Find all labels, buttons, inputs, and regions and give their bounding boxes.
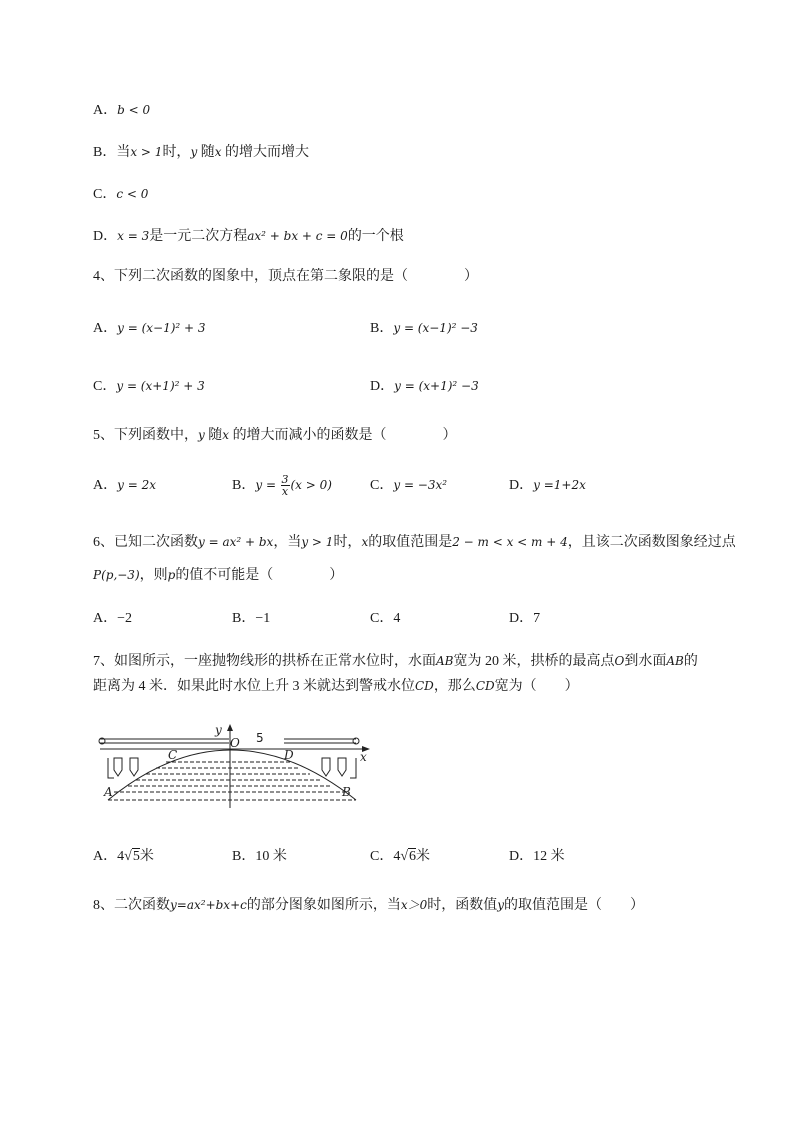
q4-option-d [370,377,479,396]
pier [114,758,122,776]
math-expression: 2 − m < x < m + 4 [452,535,568,549]
math-expression: y=ax²+bx+c [170,898,247,912]
math-expression: ax² + bx + c = 0 [247,229,348,243]
math-expression: y = −3x² [393,478,448,492]
stem-text: 8、二次函数 [93,898,170,913]
q6-option-b: B．−1 [232,611,271,626]
label-A: A [104,785,113,799]
option-label: B． [232,478,256,493]
label-D: D [284,748,294,762]
fraction-numerator: 3 [281,473,289,487]
coefficient: 4 [117,849,125,864]
math-expression: (x > 0) [290,478,332,492]
stem-text: 距离为 4 米．如果此时水位上升 3 米就达到警戒水位 [93,679,415,694]
stem-text: 6、已知二次函数 [93,535,198,550]
pier [338,758,346,776]
math-expression: c < 0 [116,187,149,201]
bridge-deck [99,738,359,744]
q6-stem-line1 [93,533,736,552]
q7-option-a [93,848,154,866]
math-expression: y > 1 [301,535,334,549]
option-label: B． [232,849,256,864]
option-text: 是一元二次方程 [149,229,248,244]
sqrt-sign: √ [124,849,132,864]
label-y: y [215,723,222,737]
math-expression: b < 0 [117,103,151,117]
q4-option-c [93,377,205,396]
option-label: A． [93,849,118,864]
math-var: CD [415,679,434,693]
fraction-denominator: x [281,485,289,499]
math-expression: y = [255,478,276,492]
option-label: A． [93,478,118,493]
bridge-figure [94,720,379,812]
unit: 米 [416,849,431,864]
option-label: C． [93,379,117,394]
math-expression: y = (x+1)² −3 [394,379,479,393]
stem-text: 到水面 [624,654,667,669]
pier [108,758,114,778]
math-var: O [614,654,625,668]
label-B: B [342,785,351,799]
q7-stem-line2 [93,677,579,696]
radicand: 5 [132,849,140,864]
pier [322,758,330,776]
math-var: CD [475,679,495,693]
q5-option-d [509,476,586,495]
stem-text: 的增大而减小的函数是（ ） [229,428,457,443]
q3-option-b [93,143,309,162]
stem-text: 7、如图所示，一座抛物线形的拱桥在正常水位时，水面 [93,654,436,669]
stem-text: 时， [333,535,362,550]
option-label: C． [370,849,394,864]
option-text: 10 米 [255,849,287,864]
option-label: D． [370,379,395,394]
option-label: D． [93,229,118,244]
stem-text: 的取值范围是 [368,535,453,550]
q3-option-a [93,101,150,120]
option-text: 的一个根 [347,229,404,244]
option-text: 12 米 [533,849,565,864]
math-var: y [497,898,505,912]
math-var: x [214,145,222,159]
option-text: 随 [197,145,215,160]
math-var: AB [436,654,454,668]
q7-option-d [509,848,565,866]
option-label: A． [93,321,118,336]
q4-stem: 4、下列二次函数的图象中，顶点在第二象限的是（ ） [93,269,478,284]
math-expression: x > 1 [130,145,163,159]
math-var: y [198,428,205,442]
coefficient: 4 [393,849,401,864]
stem-text: 5、下列函数中， [93,428,198,443]
option-label: C． [93,187,117,202]
q6-stem-line2 [93,566,343,585]
label-x: x [360,750,367,764]
math-expression: x＞0 [400,898,428,912]
label-O: O [230,736,240,750]
option-label: A． [93,103,118,118]
q7-option-b [232,848,287,866]
radicand: 6 [409,849,417,864]
stem-text: 宽为 20 米，拱桥的最高点 [453,654,615,669]
option-text: 时， [162,145,191,160]
math-expression: x = 3 [117,229,150,243]
math-expression: y = (x+1)² + 3 [116,379,205,393]
q3-option-d [93,227,404,246]
stem-text: ，当 [273,535,302,550]
q8-stem [93,896,644,915]
q6-option-a: A．−2 [93,611,133,626]
sqrt-sign: √ [400,849,409,864]
math-var: y [190,145,198,159]
q4-option-a [93,319,206,338]
q5-option-a [93,476,156,495]
math-expression: y = (x−1)² + 3 [117,321,206,335]
math-expression: y = ax² + bx [198,535,274,549]
fraction [281,474,290,497]
stem-text: 时，函数值 [427,898,498,913]
option-text: 当 [116,145,131,160]
stem-text: 的 [683,654,698,669]
label-C: C [168,748,178,762]
q5-option-b [232,470,332,501]
stem-text: 的部分图象如图所示，当 [246,898,401,913]
y-axis-arrow [227,724,233,731]
stem-text: 宽为（ ） [494,679,579,694]
stem-text: ，那么 [433,679,476,694]
option-label: C． [370,478,394,493]
q4-option-b [370,319,478,338]
unit: 米 [139,849,154,864]
stem-text: 的取值范围是（ ） [504,898,645,913]
q3-option-c [93,185,148,204]
option-label: D． [509,849,534,864]
math-expression: y = 2x [117,478,156,492]
pier [350,758,356,778]
option-label: B． [370,321,394,336]
math-var: p [167,568,176,582]
math-expression: y = (x−1)² −3 [393,321,478,335]
math-expression: y =1+2x [533,478,586,492]
option-text: 的增大而增大 [221,145,309,160]
pier [130,758,138,776]
option-label: D． [509,478,534,493]
math-var: x [361,535,369,549]
q6-option-c: C．4 [370,611,401,626]
stem-text: 的值不可能是（ ） [175,568,344,583]
math-expression: P(p,−3) [93,568,140,582]
stem-text: 随 [204,428,223,443]
q5-option-c [370,476,447,495]
water-lines [108,762,356,800]
label-5: 5 [256,731,264,745]
q5-stem [93,426,457,445]
q6-option-d: D．7 [509,611,541,626]
stem-text: ，则 [139,568,168,583]
option-label: B． [93,145,117,160]
q7-stem-line1 [93,652,698,671]
q7-option-c [370,848,430,866]
math-var: AB [666,654,684,668]
math-var: x [222,428,230,442]
stem-text: ，且该二次函数图象经过点 [567,535,736,550]
